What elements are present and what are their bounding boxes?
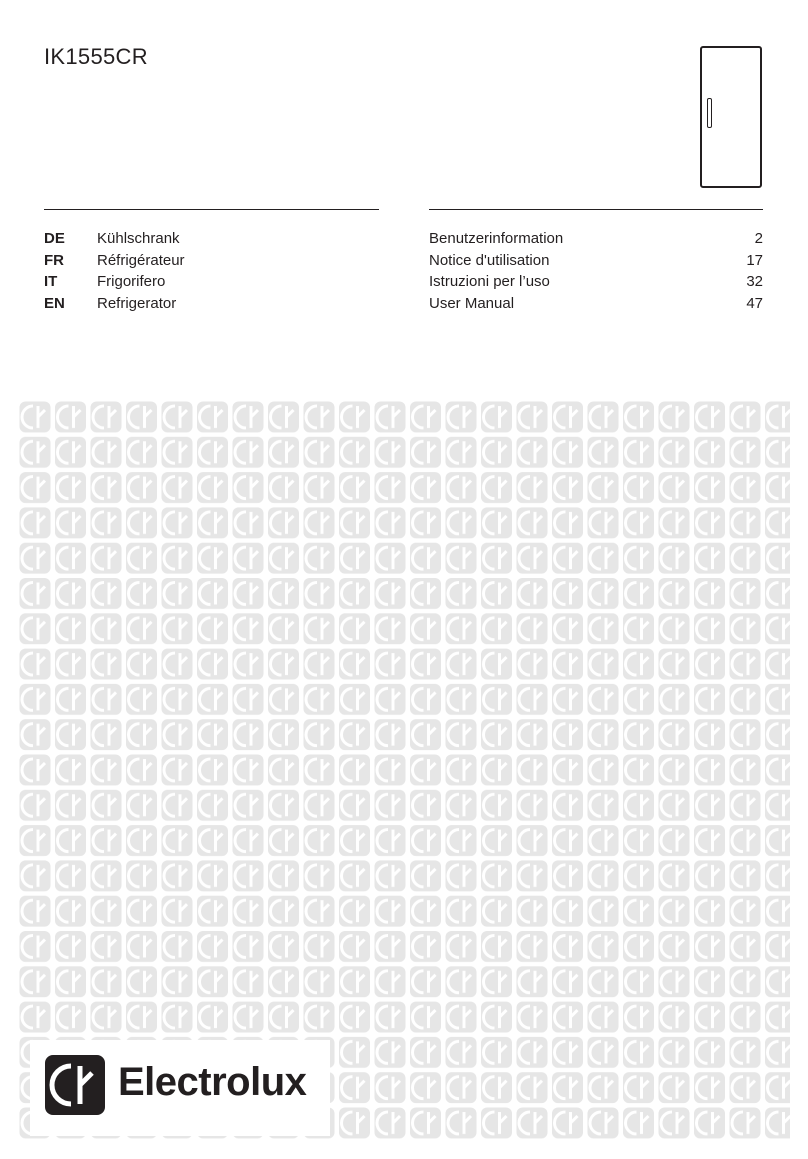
model-number: IK1555CR [44, 44, 148, 69]
page-number: 32 [746, 273, 763, 290]
brand-name: Electrolux [118, 1060, 307, 1104]
brand-logo [30, 1040, 330, 1136]
manual-title: Notice d'utilisation [429, 252, 550, 269]
fridge-handle [707, 98, 712, 128]
language-row-it [44, 273, 763, 295]
language-code: DE [44, 230, 65, 247]
electrolux-logo-icon [44, 1054, 106, 1116]
electrolux-pattern-icon [18, 400, 790, 1140]
product-name: Kühlschrank [97, 230, 180, 247]
language-code: EN [44, 295, 65, 312]
divider-left [44, 209, 379, 210]
refrigerator-icon [700, 46, 762, 188]
page-number: 47 [746, 295, 763, 312]
page-number: 2 [754, 230, 763, 247]
brand-pattern [18, 400, 790, 1140]
page-number: 17 [746, 252, 763, 269]
product-name: Frigorifero [97, 273, 166, 290]
product-name: Refrigerator [97, 295, 177, 312]
manual-title: User Manual [429, 295, 515, 312]
language-row-de [44, 230, 763, 252]
language-row-fr [44, 252, 763, 274]
language-code: FR [44, 252, 64, 269]
product-name: Réfrigérateur [97, 252, 185, 269]
language-code: IT [44, 273, 58, 290]
manual-title: Istruzioni per l’uso [429, 273, 550, 290]
divider-right [429, 209, 763, 210]
language-row-en [44, 295, 763, 317]
manual-title: Benutzerinformation [429, 230, 564, 247]
